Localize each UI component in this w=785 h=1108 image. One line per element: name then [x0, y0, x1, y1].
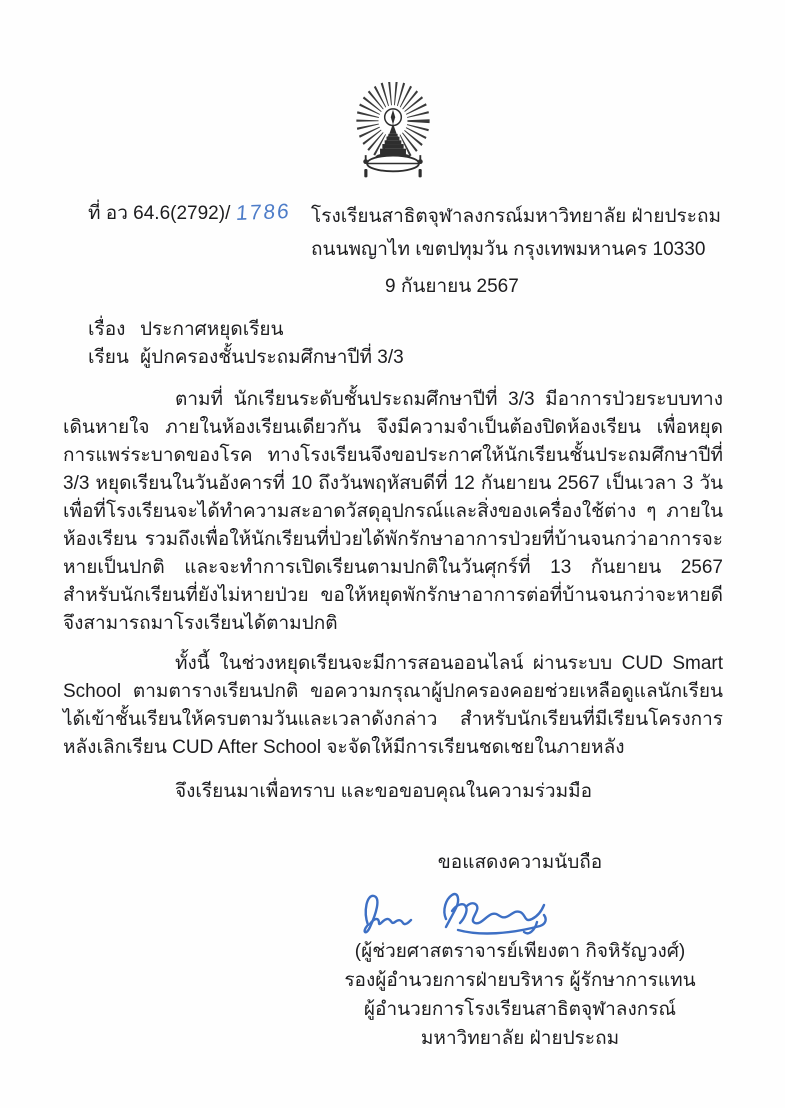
recipient-line [0, 344, 785, 372]
recipient-label: เรียน [88, 347, 129, 368]
doc-number-handwritten: 1786 [235, 200, 292, 225]
signer-title-1: รองผู้อำนวยการฝ่ายบริหาร ผู้รักษาการแทน [344, 970, 696, 991]
school-address: ถนนพญาไท เขตปทุมวัน กรุงเทพมหานคร 10330 [311, 239, 706, 260]
doc-number-prefix: ที่ อว 64.6(2792)/ [88, 203, 231, 224]
letterhead-block [311, 200, 721, 266]
recipient-value: ผู้ปกครองชั้นประถมศึกษาปีที่ 3/3 [140, 347, 404, 368]
chula-emblem-logo [351, 82, 435, 182]
signature-handwriting [358, 881, 558, 937]
letter-date: 9 กันยายน 2567 [385, 276, 519, 297]
signoff-block [320, 848, 720, 1053]
subject-label: เรื่อง [88, 319, 126, 340]
subject-value: ประกาศหยุดเรียน [140, 319, 284, 340]
logo-wrap [0, 0, 785, 182]
doc-number [88, 200, 291, 227]
subject-line [0, 316, 785, 344]
signer-title-2: ผู้อำนวยการโรงเรียนสาธิตจุฬาลงกรณ์มหาวิทยาลัย ฝ่ายประถม [363, 999, 677, 1049]
body-paragraph-2: ทั้งนี้ ในช่วงหยุดเรียนจะมีการสอนออนไลน์ ผ่านระบบ CUD Smart School ตามตารางเรียนปกติ ขอความกรุณาผู้ปกครองคอยช่วยเหลือดูแลนักเรียนได้เข้าชั้นเรียนให้ครบตามวันและเวลาดังกล่าว สำหรับนักเรียนที่มีเรียนโครงการหลังเลิกเรียน CUD After School จะจัดให้มีการเรียนชดเชยในภายหลัง [63, 653, 723, 758]
body-paragraph-1: ตามที่ นักเรียนระดับชั้นประถมศึกษาปีที่ 3/3 มีอาการป่วยระบบทางเดินหายใจ ภายในห้องเรียนเดียวกัน จึงมีความจำเป็นต้องปิดห้องเรียน เพื่อหยุดการแพร่ระบาดของโรค ทางโรงเรียนจึงขอประกาศให้นักเรียนชั้นประถมศึกษาปีที่ 3/3 หยุดเรียนในวันอังคารที่ 10 ถึงวันพฤหัสบดีที่ 12 กันยายน 2567 เป็นเวลา 3 วันเพื่อที่โรงเรียนจะได้ทำความสะอาดวัสดุอุปกรณ์และสิ่งของเครื่องใช้ต่าง ๆ ภายในห้องเรียน รวมถึงเพื่อให้นักเรียนที่ป่วยได้พักรักษาอาการป่วยที่บ้านจนกว่าอาการจะหายเป็นปกติ และจะทำการเปิดเรียนตามปกติในวันศุกร์ที่ 13 กันยายน 2567 สำหรับนักเรียนที่ยังไม่หายป่วย ขอให้หยุดพักรักษาอาการต่อที่บ้านจนกว่าจะหายดี จึงสามารถมาโรงเรียนได้ตามปกติ [63, 389, 723, 634]
signer-name: (ผู้ช่วยศาสตราจารย์เพียงตา กิจหิรัญวงศ์) [354, 941, 686, 962]
salutation: ขอแสดงความนับถือ [437, 852, 603, 873]
top-row [0, 182, 785, 266]
closing-line: จึงเรียนมาเพื่อทราบ และขอขอบคุณในความร่วมมือ [175, 781, 593, 802]
school-name: โรงเรียนสาธิตจุฬาลงกรณ์มหาวิทยาลัย ฝ่ายประถม [311, 206, 721, 227]
